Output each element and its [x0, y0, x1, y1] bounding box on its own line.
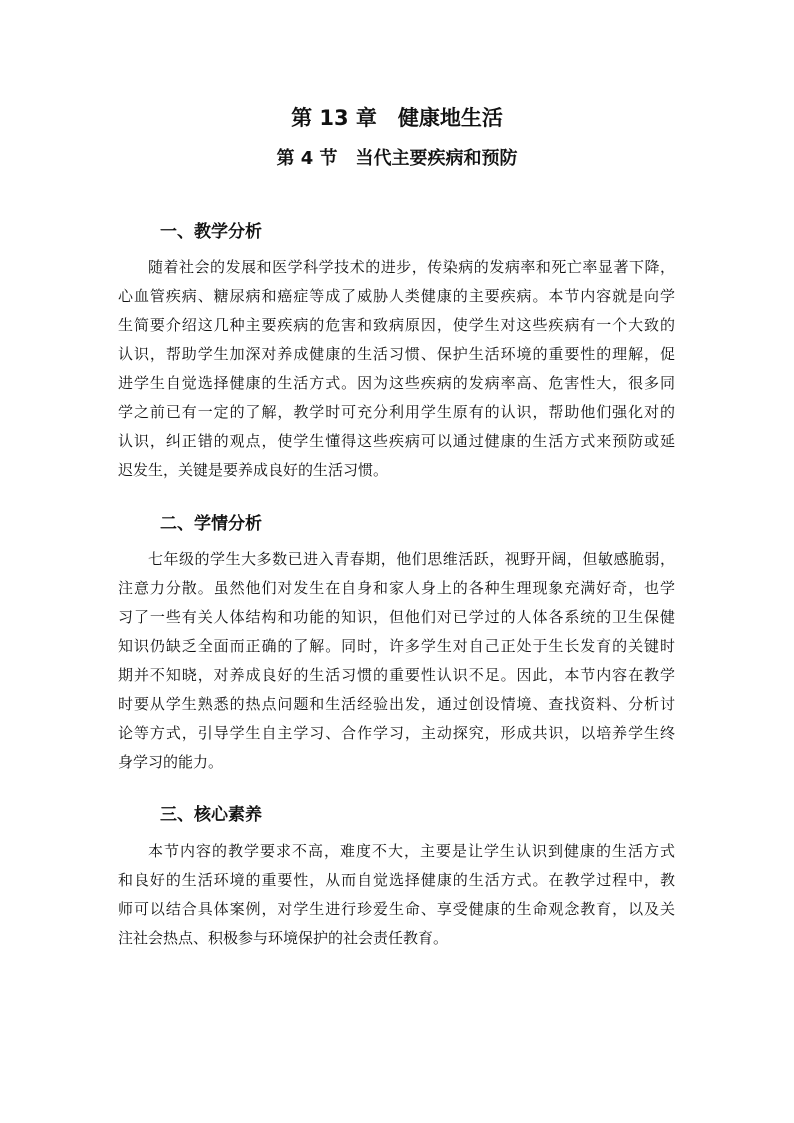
paragraph-core-literacy — [118, 837, 675, 953]
paragraph-teaching-analysis — [118, 253, 675, 485]
paragraph-line: 注意力分散。虽然他们对发生在自身和家人身上的各种生理现象充满好奇，也学 — [118, 579, 675, 597]
paragraph-line: 认识，帮助学生加深对养成健康的生活习惯、保护生活环境的重要性的理解，促 — [118, 345, 675, 363]
section-heading-core-literacy: 三、核心素养 — [160, 805, 262, 825]
paragraph-line: 论等方式，引导学生自主学习、合作学习，主动探究，形成共识，以培养学生终 — [118, 724, 675, 742]
paragraph-line: 生简要介绍这几种主要疾病的危害和致病原因，使学生对这些疾病有一个大致的 — [118, 316, 675, 334]
paragraph-line: 和良好的生活环境的重要性，从而自觉选择健康的生活方式。在教学过程中，教 — [118, 871, 675, 889]
paragraph-line: 身学习的能力。 — [118, 753, 224, 771]
paragraph-line: 随着社会的发展和医学科学技术的进步，传染病的发病率和死亡率显著下降， — [148, 258, 675, 276]
paragraph-learner-analysis — [118, 545, 675, 777]
paragraph-line: 时要从学生熟悉的热点问题和生活经验出发，通过创设情境、查找资料、分析讨 — [118, 695, 675, 713]
paragraph-line: 学之前已有一定的了解，教学时可充分利用学生原有的认识，帮助他们强化对的 — [118, 403, 675, 421]
paragraph-line: 习了一些有关人体结构和功能的知识，但他们对已学过的人体各系统的卫生保健 — [118, 608, 675, 626]
paragraph-line: 认识，纠正错的观点，使学生懂得这些疾病可以通过健康的生活方式来预防或延 — [118, 432, 675, 450]
paragraph-line: 进学生自觉选择健康的生活方式。因为这些疾病的发病率高、危害性大，很多同 — [118, 374, 675, 392]
paragraph-line: 迟发生，关键是要养成良好的生活习惯。 — [118, 461, 389, 479]
paragraph-line: 注社会热点、积极参与环境保护的社会责任教育。 — [118, 929, 449, 947]
chapter-title: 第 13 章 健康地生活 — [291, 106, 503, 130]
paragraph-line: 心血管疾病、糖尿病和癌症等成了威胁人类健康的主要疾病。本节内容就是向学 — [118, 287, 675, 305]
paragraph-line: 师可以结合具体案例，对学生进行珍爱生命、享受健康的生命观念教育，以及关 — [118, 900, 675, 918]
section-heading-learner-analysis: 二、学情分析 — [160, 514, 262, 534]
paragraph-line: 知识仍缺乏全面而正确的了解。同时，许多学生对自己正处于生长发育的关键时 — [118, 637, 675, 655]
paragraph-line: 本节内容的教学要求不高，难度不大，主要是让学生认识到健康的生活方式 — [148, 842, 675, 860]
paragraph-line: 七年级的学生大多数已进入青春期，他们思维活跃，视野开阔，但敏感脆弱， — [148, 550, 675, 568]
paragraph-line: 期并不知晓，对养成良好的生活习惯的重要性认识不足。因此，本节内容在教学 — [118, 666, 675, 684]
section-title: 第 4 节 当代主要疾病和预防 — [276, 148, 518, 169]
section-heading-teaching-analysis: 一、教学分析 — [160, 222, 262, 242]
